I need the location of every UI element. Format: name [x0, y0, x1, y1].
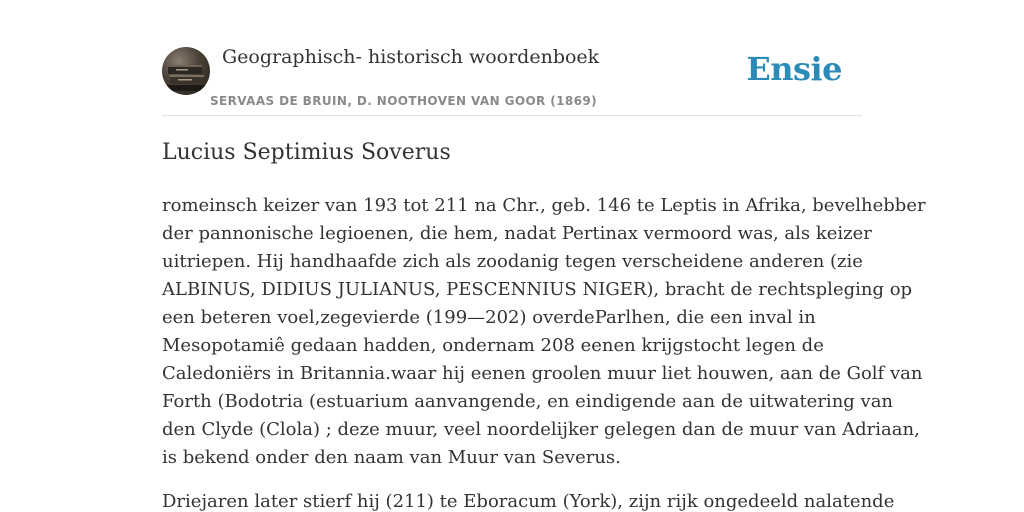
book-cover-avatar[interactable] [162, 47, 210, 95]
text-line: Mesopotamiê gedaan hadden, ondernam 208 eenen krijgstocht legen de [162, 335, 824, 356]
text-line: den Clyde (Clola) ; deze muur, veel noordelijker gelegen dan de muur van Adriaan, [162, 419, 920, 440]
entry-body [162, 192, 926, 512]
paragraph-2 [162, 488, 895, 512]
entry-title: Lucius Septimius Soverus [162, 140, 451, 165]
book-header [162, 0, 862, 116]
book-title[interactable]: Geographisch- historisch woordenboek [222, 46, 600, 68]
text-line: een beteren voel,zegevierde (199—202) overdeParlhen, die een inval in [162, 307, 816, 328]
text-line: der pannonische legioenen, die hem, nadat Pertinax vermoord was, als keizer [162, 223, 872, 244]
book-author: SERVAAS DE BRUIN, D. NOOTHOVEN VAN GOOR (1869) [210, 94, 598, 108]
book-stack-icon [162, 47, 210, 95]
content-container [162, 0, 926, 512]
ensie-logo[interactable]: Ensie [746, 50, 842, 88]
text-line: romeinsch keizer van 193 tot 211 na Chr., geb. 146 te Leptis in Afrika, bevelhebber [162, 195, 926, 216]
text-line: is bekend onder den naam van Muur van Severus. [162, 447, 621, 468]
text-line: Forth (Bodotria (estuarium aanvangende, en eindigende aan de uitwatering van [162, 391, 894, 412]
paragraph-1 [162, 192, 926, 472]
text-line: Driejaren later stierf hij (211) te Eboracum (York), zijn rijk ongedeeld nalatende [162, 491, 895, 512]
text-line: ALBINUS, DIDIUS JULIANUS, PESCENNIUS NIGER), bracht de rechtspleging op [162, 279, 913, 300]
text-line: Caledoniërs in Britannia.waar hij eenen groolen muur liet houwen, aan de Golf van [162, 363, 923, 384]
text-line: uitriepen. Hij handhaafde zich als zoodanig tegen verscheidene anderen (zie [162, 251, 863, 272]
